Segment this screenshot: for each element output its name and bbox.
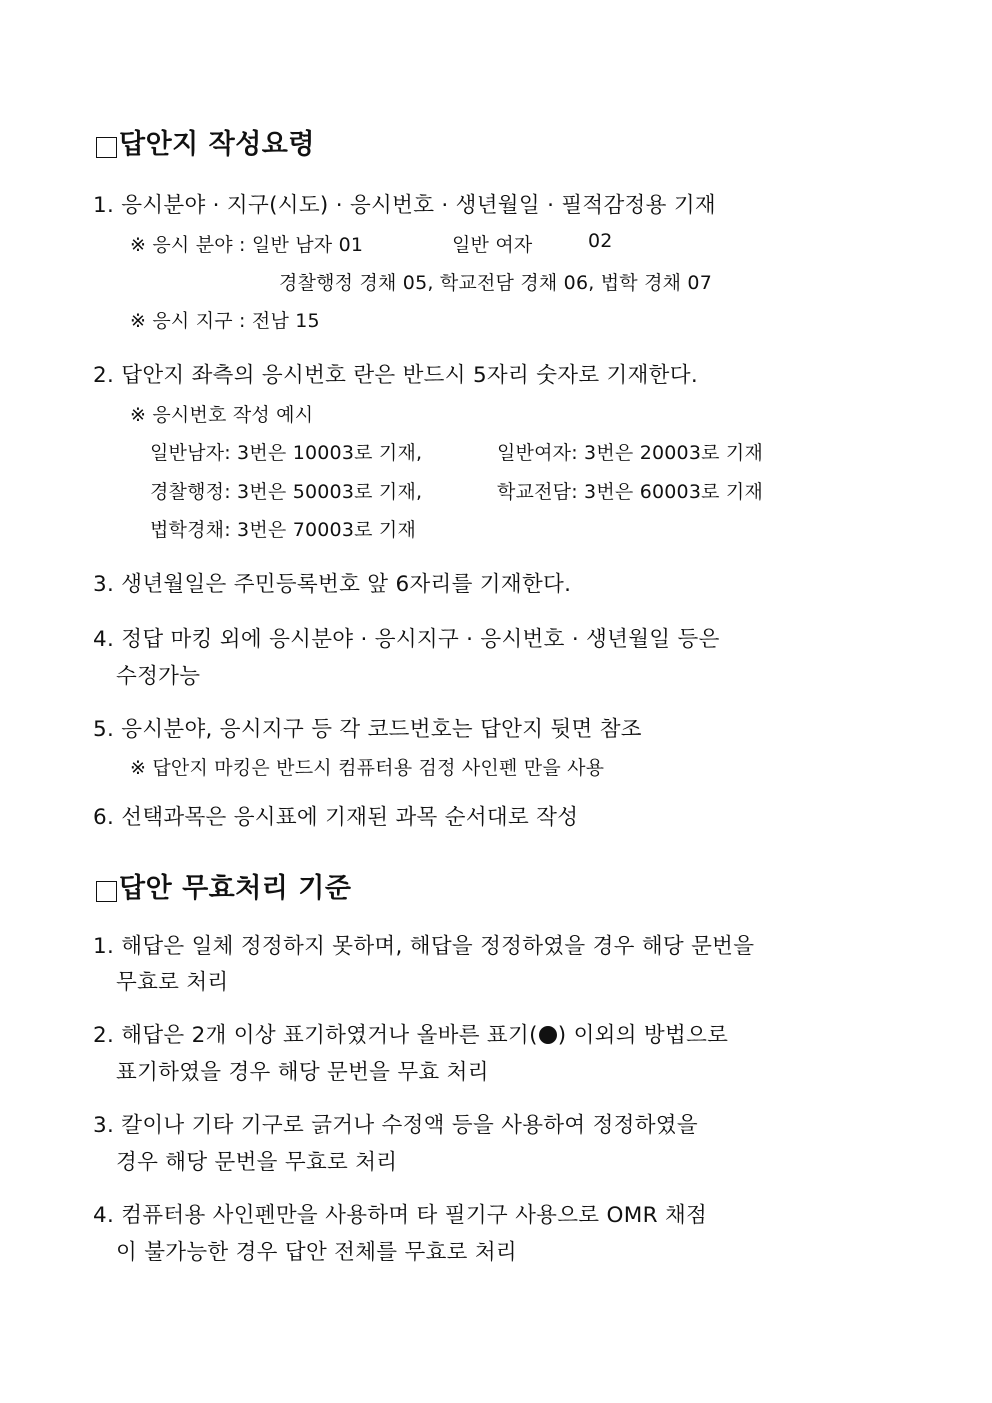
criteria-item-2-text-b: ) 이외의 방법으로 — [557, 1023, 729, 1048]
section-title: 답안지 작성요령 — [119, 129, 315, 160]
criteria-item-3-line1: 3. 칼이나 기타 기구로 긁거나 수정액 등을 사용하여 정정하였을 — [93, 1113, 698, 1138]
note-field-female: 일반 여자 — [452, 234, 533, 256]
note-field-line2: 경찰행정 경채 05, 학교전담 경채 06, 법학 경채 07 — [279, 272, 712, 294]
example-school: 학교전담: 3번은 60003로 기재 — [497, 481, 764, 503]
criteria-item-1-line1: 1. 해답은 일체 정정하지 못하며, 해답을 정정하였을 경우 해당 문번을 — [93, 934, 755, 959]
guide-item-4-line2: 수정가능 — [116, 664, 201, 689]
guide-item-4-line1: 4. 정답 마킹 외에 응시분야 · 응시지구 · 응시번호 · 생년월일 등은 — [93, 627, 720, 652]
section-heading-answer-sheet-guide — [96, 122, 315, 161]
criteria-item-1-line2: 무효로 처리 — [116, 970, 229, 995]
checkbox-square-icon — [96, 137, 117, 158]
guide-item-3: 3. 생년월일은 주민등록번호 앞 6자리를 기재한다. — [93, 572, 572, 597]
criteria-item-2-line2: 표기하였을 경우 해당 문번을 무효 처리 — [116, 1060, 489, 1085]
note-field-female-code: 02 — [588, 230, 613, 252]
example-general-female: 일반여자: 3번은 20003로 기재 — [497, 442, 764, 464]
example-law: 법학경채: 3번은 70003로 기재 — [150, 519, 417, 541]
note-example-title: ※ 응시번호 작성 예시 — [130, 404, 314, 426]
example-general-male: 일반남자: 3번은 10003로 기재, — [150, 442, 423, 464]
note-field-label: ※ 응시 분야 : 일반 남자 01 — [130, 234, 364, 256]
guide-item-6: 6. 선택과목은 응시표에 기재된 과목 순서대로 작성 — [93, 805, 579, 830]
guide-item-2: 2. 답안지 좌측의 응시번호 란은 반드시 5자리 숫자로 기재한다. — [93, 363, 698, 388]
checkbox-square-icon — [96, 881, 117, 902]
note-marking-pen: ※ 답안지 마킹은 반드시 컴퓨터용 검정 사인펜 만을 사용 — [130, 757, 605, 779]
criteria-item-2-text-a: 2. 해답은 2개 이상 표기하였거나 올바른 표기( — [93, 1023, 538, 1048]
criteria-item-2-line1 — [93, 1018, 728, 1049]
criteria-item-3-line2: 경우 해당 문번을 무효로 처리 — [116, 1150, 398, 1175]
section-heading-invalid-criteria — [96, 866, 351, 905]
guide-item-1: 1. 응시분야 · 지구(시도) · 응시번호 · 생년월일 · 필적감정용 기재 — [93, 193, 716, 218]
criteria-item-4-line2: 이 불가능한 경우 답안 전체를 무효로 처리 — [116, 1240, 517, 1265]
filled-circle-mark-icon — [539, 1026, 557, 1044]
note-region: ※ 응시 지구 : 전남 15 — [130, 310, 320, 332]
section-title: 답안 무효처리 기준 — [119, 873, 352, 904]
guide-item-5: 5. 응시분야, 응시지구 등 각 코드번호는 답안지 뒷면 참조 — [93, 717, 642, 742]
example-police-admin: 경찰행정: 3번은 50003로 기재, — [150, 481, 423, 503]
criteria-item-4-line1: 4. 컴퓨터용 사인펜만을 사용하며 타 필기구 사용으로 OMR 채점 — [93, 1203, 708, 1228]
